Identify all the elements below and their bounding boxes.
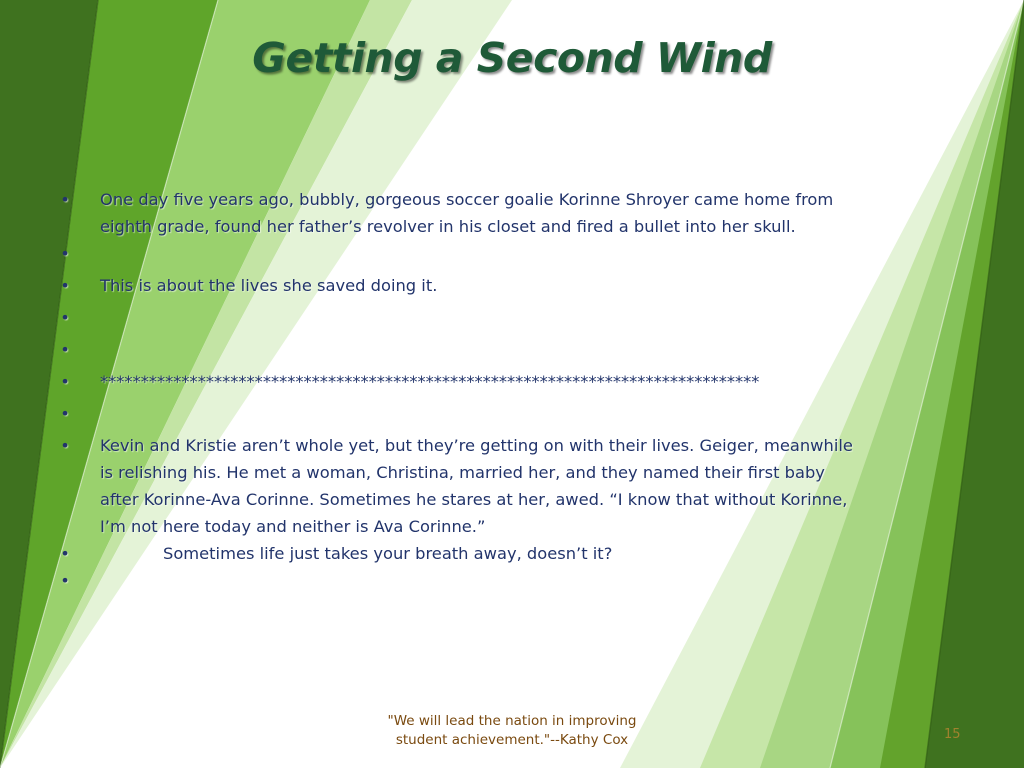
bullet-item bbox=[58, 186, 858, 240]
bullet-marker: • bbox=[60, 308, 70, 327]
bullet-marker: • bbox=[60, 436, 70, 455]
bullet-item bbox=[58, 304, 858, 336]
bullet-marker: • bbox=[60, 544, 70, 563]
page-number: 15 bbox=[944, 727, 961, 742]
bullet-marker: • bbox=[60, 404, 70, 423]
bullet-text: This is about the lives she saved doing it. bbox=[100, 276, 438, 295]
footer-quote bbox=[0, 712, 1024, 750]
bullet-item bbox=[58, 400, 858, 432]
bullet-list bbox=[58, 186, 858, 590]
bullet-item bbox=[58, 540, 858, 567]
footer-quote-line-1: "We will lead the nation in improving bbox=[387, 713, 637, 729]
bullet-item bbox=[58, 240, 858, 272]
bullet-text: Kevin and Kristie aren’t whole yet, but they’re getting on with their lives. Geiger, meanwhile is relishing his. He met a woman, Christina, married her, and they named their first baby after Korinne-Ava Corinne. Sometimes he stares at her, awed. “I know that without Korinne, I’m not here today and neither is Ava Corinne.” bbox=[100, 436, 853, 536]
bullet-item bbox=[58, 368, 858, 400]
bullet-marker: • bbox=[60, 190, 70, 209]
bullet-marker: • bbox=[60, 276, 70, 295]
bullet-item bbox=[58, 336, 858, 368]
bullet-item bbox=[58, 432, 858, 540]
bullet-text: ********************************************************************************* bbox=[100, 372, 760, 391]
bullet-marker: • bbox=[60, 571, 70, 590]
footer-quote-line-2: student achievement."--Kathy Cox bbox=[395, 732, 629, 748]
bullet-item bbox=[58, 272, 858, 304]
bullet-marker: • bbox=[60, 244, 70, 263]
slide-title: Getting a Second Wind bbox=[252, 34, 772, 82]
bullet-text: Sometimes life just takes your breath away, doesn’t it? bbox=[163, 544, 613, 563]
bullet-marker: • bbox=[60, 340, 70, 359]
bullet-text: One day five years ago, bubbly, gorgeous soccer goalie Korinne Shroyer came home from eighth grade, found her father’s revolver in his closet and fired a bullet into her skull. bbox=[100, 190, 834, 236]
bullet-marker: • bbox=[60, 372, 70, 391]
